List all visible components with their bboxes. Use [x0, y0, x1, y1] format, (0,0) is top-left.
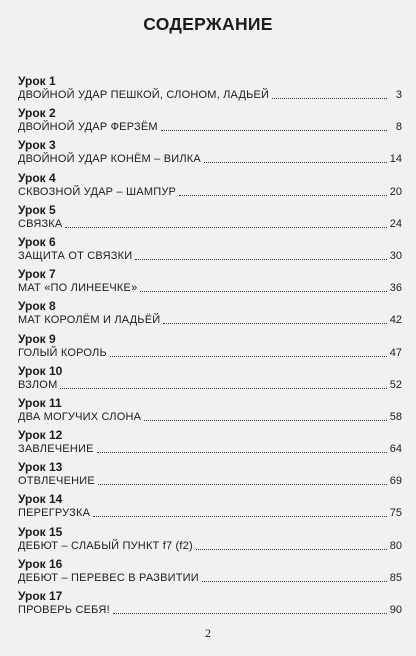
- toc-line: [18, 441, 402, 456]
- page-reference: 58: [389, 410, 402, 423]
- lesson-label: Урок 9: [18, 331, 56, 346]
- toc-entry: [18, 460, 402, 492]
- lesson-label: Урок 4: [18, 170, 56, 185]
- page-reference: 36: [389, 282, 402, 295]
- toc-entry: [18, 557, 402, 589]
- lesson-label: Урок 14: [18, 492, 63, 507]
- toc-line: [18, 473, 402, 488]
- lesson-label: Урок 7: [18, 267, 56, 282]
- topic-title: МАТ КОРОЛЁМ И ЛАДЬЁЙ: [18, 314, 161, 327]
- toc-entry: [18, 299, 402, 331]
- toc-entry: [18, 106, 402, 138]
- lesson-label: Урок 3: [18, 138, 56, 153]
- toc-entry: [18, 203, 402, 235]
- lesson-label: Урок 12: [18, 428, 63, 443]
- toc-entry: [18, 332, 402, 364]
- toc-entry: [18, 492, 402, 524]
- lesson-label: Урок 15: [18, 524, 63, 539]
- lesson-label: Урок 11: [18, 395, 62, 410]
- toc-line: [18, 505, 402, 520]
- dot-leader: [272, 97, 387, 99]
- topic-title: ДВОЙНОЙ УДАР ФЕРЗЁМ: [18, 121, 158, 134]
- topic-title: ДВА МОГУЧИХ СЛОНА: [18, 410, 142, 423]
- topic-title: СКВОЗНОЙ УДАР – ШАМПУР: [18, 185, 177, 198]
- page-reference: 14: [389, 153, 402, 166]
- topic-title: ДВОЙНОЙ УДАР КОНЁМ – ВИЛКА: [18, 153, 201, 166]
- toc-entry: [18, 235, 402, 267]
- toc-line: [18, 602, 402, 617]
- dot-leader: [135, 258, 386, 260]
- page-reference: 85: [389, 571, 402, 584]
- dot-leader: [98, 483, 387, 485]
- topic-title: ДВОЙНОЙ УДАР ПЕШКОЙ, СЛОНОМ, ЛАДЬЕЙ: [18, 89, 270, 101]
- dot-leader: [161, 129, 387, 131]
- lesson-label: Урок 17: [18, 589, 63, 603]
- toc-line: [18, 345, 402, 360]
- toc-entry: [18, 364, 402, 396]
- toc-line: [18, 248, 402, 263]
- page-reference: 20: [389, 185, 402, 198]
- lesson-label: Урок 16: [18, 556, 63, 571]
- page-reference: 3: [395, 89, 402, 101]
- page-reference: 42: [389, 314, 402, 327]
- topic-title: СВЯЗКА: [18, 217, 63, 230]
- toc-line: [18, 570, 402, 585]
- topic-title: ЗАВЛЕЧЕНИЕ: [18, 443, 94, 456]
- lesson-label: Урок 8: [18, 299, 56, 314]
- topic-title: ЗАЩИТА ОТ СВЯЗКИ: [18, 249, 133, 262]
- lesson-label: Урок 10: [18, 363, 63, 378]
- toc-entry: [18, 589, 402, 621]
- toc-line: [18, 280, 402, 295]
- toc-entry: [18, 74, 402, 106]
- toc-line: [18, 119, 402, 134]
- page-reference: 80: [389, 539, 402, 552]
- dot-leader: [163, 322, 386, 324]
- dot-leader: [204, 161, 387, 163]
- topic-title: ПРОВЕРЬ СЕБЯ!: [18, 604, 110, 616]
- toc-line: [18, 409, 402, 424]
- lesson-label: Урок 5: [18, 202, 56, 217]
- lesson-label: Урок 2: [18, 106, 56, 121]
- toc-entry: [18, 171, 402, 203]
- page-reference: 75: [389, 507, 402, 520]
- toc-entry: [18, 138, 402, 170]
- page-number: 2: [205, 626, 211, 640]
- toc-line: [18, 377, 402, 392]
- dot-leader: [110, 355, 387, 357]
- toc-line: [18, 184, 402, 199]
- toc-entry: [18, 267, 402, 299]
- page-reference: 90: [389, 604, 402, 616]
- toc-entry: [18, 525, 402, 557]
- page-title: СОДЕРЖАНИЕ: [143, 14, 273, 34]
- page-reference: 69: [389, 475, 402, 488]
- toc-line: [18, 87, 402, 102]
- page-reference: 47: [389, 346, 402, 359]
- topic-title: ГОЛЫЙ КОРОЛЬ: [18, 346, 107, 359]
- toc-line: [18, 216, 402, 231]
- dot-leader: [179, 194, 387, 196]
- dot-leader: [144, 419, 387, 421]
- dot-leader: [202, 580, 387, 582]
- topic-title: ДЕБЮТ – СЛАБЫЙ ПУНКТ f7 (f2): [18, 539, 193, 552]
- topic-title: ДЕБЮТ – ПЕРЕВЕС В РАЗВИТИИ: [18, 571, 199, 584]
- page-reference: 30: [389, 249, 402, 262]
- page-reference: 8: [395, 121, 402, 134]
- topic-title: ОТВЛЕЧЕНИЕ: [18, 475, 95, 488]
- dot-leader: [113, 612, 387, 614]
- toc-line: [18, 312, 402, 327]
- toc-entry: [18, 396, 402, 428]
- topic-title: ПЕРЕГРУЗКА: [18, 507, 91, 520]
- dot-leader: [93, 515, 387, 517]
- dot-leader: [65, 226, 386, 228]
- toc-line: [18, 538, 402, 553]
- page-reference: 52: [389, 378, 402, 391]
- toc-entry: [18, 428, 402, 460]
- dot-leader: [196, 548, 387, 550]
- lesson-label: Урок 6: [18, 234, 56, 249]
- lesson-label: Урок 1: [18, 74, 56, 88]
- page-reference: 64: [389, 443, 402, 456]
- dot-leader: [97, 451, 387, 453]
- table-of-contents: [18, 74, 402, 621]
- page-reference: 24: [389, 217, 402, 230]
- toc-line: [18, 151, 402, 166]
- topic-title: ВЗЛОМ: [18, 378, 58, 391]
- lesson-label: Урок 13: [18, 460, 63, 475]
- topic-title: МАТ «ПО ЛИНЕЕЧКЕ»: [18, 282, 138, 295]
- dot-leader: [140, 290, 386, 292]
- dot-leader: [60, 387, 386, 389]
